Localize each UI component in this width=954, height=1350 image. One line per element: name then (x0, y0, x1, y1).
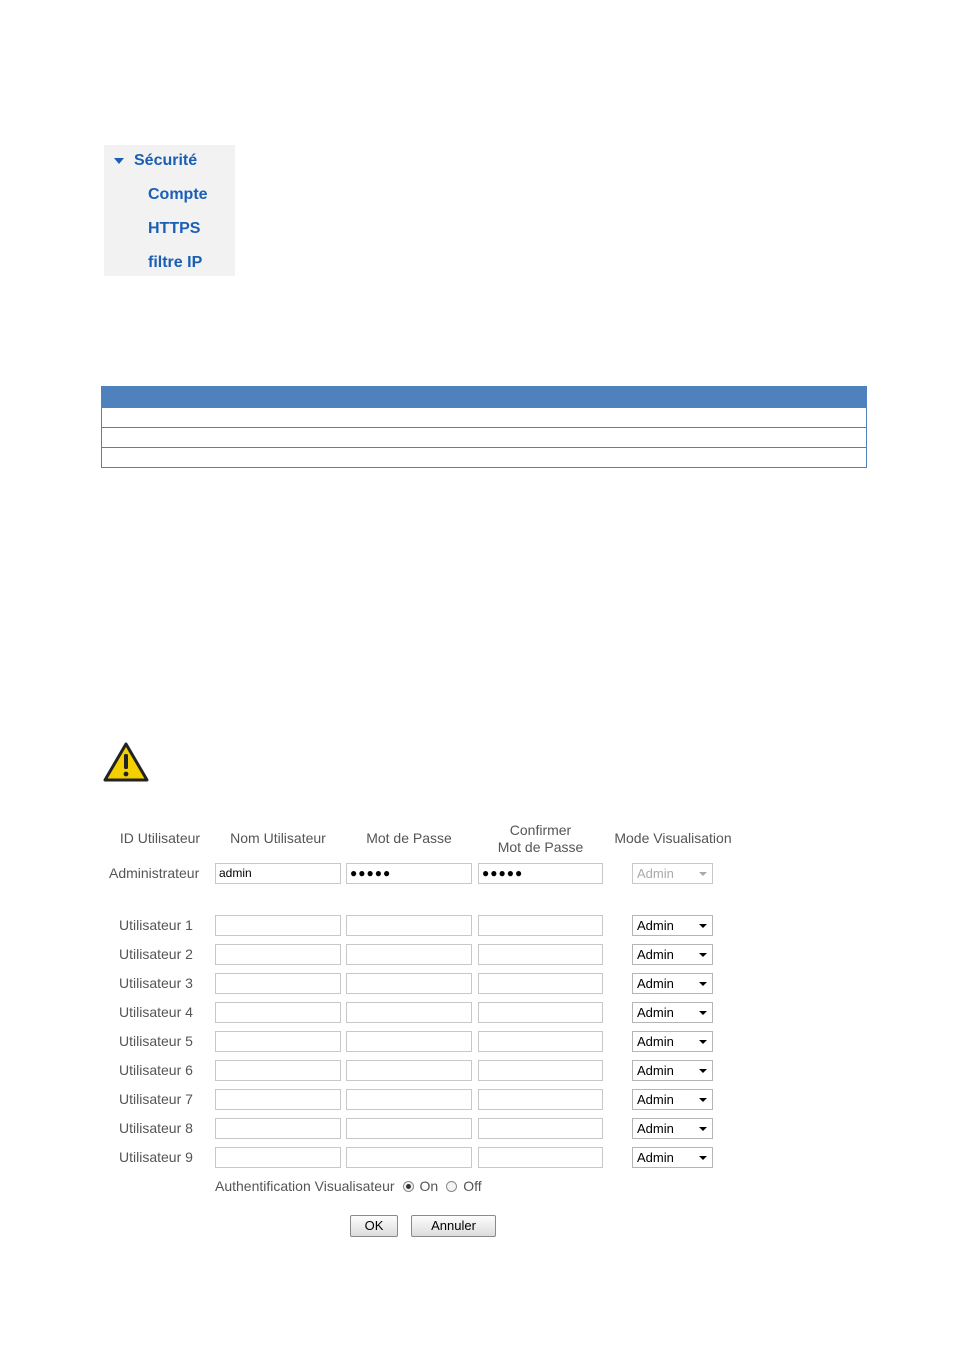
chevron-down-icon[interactable] (699, 1011, 707, 1015)
user-name-input[interactable] (215, 1002, 341, 1023)
user-mode-value: Admin (637, 1092, 674, 1107)
user-mode-select[interactable] (632, 1060, 713, 1081)
blue-table (101, 386, 867, 468)
user-mode-value: Admin (637, 1034, 674, 1049)
header-confirm-password (478, 822, 603, 856)
user-password-input[interactable] (346, 1031, 472, 1052)
chevron-down-icon[interactable] (699, 924, 707, 928)
user-name-input[interactable] (215, 1147, 341, 1168)
chevron-down-icon[interactable] (699, 982, 707, 986)
user-password-input[interactable] (346, 1147, 472, 1168)
admin-password-input[interactable]: ●●●●● (346, 863, 472, 884)
nav-parent-label: Sécurité (134, 152, 198, 169)
table-row (102, 407, 866, 427)
chevron-down-icon[interactable] (699, 1040, 707, 1044)
user-confirm-input[interactable] (478, 1118, 603, 1139)
auth-on-label: On (419, 1178, 439, 1194)
user-confirm-input[interactable] (478, 915, 603, 936)
user-mode-value: Admin (637, 1150, 674, 1165)
row-label-user: Utilisateur 1 (119, 917, 193, 933)
user-name-input[interactable] (215, 1089, 341, 1110)
user-mode-value: Admin (637, 1005, 674, 1020)
user-mode-value: Admin (637, 1121, 674, 1136)
user-mode-select[interactable] (632, 973, 713, 994)
user-name-input[interactable] (215, 973, 341, 994)
user-name-input[interactable] (215, 915, 341, 936)
row-label-user: Utilisateur 4 (119, 1004, 193, 1020)
header-user-name: Nom Utilisateur (230, 830, 326, 846)
row-label-user: Utilisateur 9 (119, 1149, 193, 1165)
user-mode-select[interactable] (632, 1002, 713, 1023)
row-label-user: Utilisateur 6 (119, 1062, 193, 1078)
chevron-down-icon[interactable] (699, 953, 707, 957)
nav-item-https[interactable]: HTTPS (148, 220, 201, 237)
user-mode-select[interactable] (632, 1031, 713, 1052)
ok-button[interactable]: OK (350, 1215, 398, 1237)
user-password-input[interactable] (346, 1118, 472, 1139)
user-password-input[interactable] (346, 915, 472, 936)
security-nav-tree (104, 145, 235, 276)
header-user-id: ID Utilisateur (119, 830, 201, 846)
row-label-admin: Administrateur (109, 865, 200, 881)
user-password-input[interactable] (346, 973, 472, 994)
admin-mode-value: Admin (637, 866, 674, 881)
user-mode-select[interactable] (632, 944, 713, 965)
user-confirm-input[interactable] (478, 944, 603, 965)
user-name-input[interactable] (215, 944, 341, 965)
user-name-input[interactable] (215, 1031, 341, 1052)
header-view-mode: Mode Visualisation (614, 830, 732, 846)
row-label-user: Utilisateur 8 (119, 1120, 193, 1136)
auth-on-radio[interactable] (403, 1181, 414, 1192)
nav-item-account[interactable]: Compte (148, 186, 208, 203)
cancel-button[interactable]: Annuler (411, 1215, 496, 1237)
warning-icon (103, 742, 149, 782)
admin-name-input[interactable]: admin (215, 863, 341, 884)
user-mode-select[interactable] (632, 1147, 713, 1168)
user-name-input[interactable] (215, 1060, 341, 1081)
admin-confirm-input[interactable]: ●●●●● (478, 863, 603, 884)
user-password-input[interactable] (346, 1002, 472, 1023)
user-confirm-input[interactable] (478, 973, 603, 994)
header-password: Mot de Passe (366, 830, 452, 846)
nav-parent-security[interactable] (114, 151, 197, 171)
row-label-user: Utilisateur 7 (119, 1091, 193, 1107)
user-password-input[interactable] (346, 1060, 472, 1081)
user-mode-value: Admin (637, 947, 674, 962)
user-mode-value: Admin (637, 1063, 674, 1078)
row-label-user: Utilisateur 5 (119, 1033, 193, 1049)
chevron-down-icon[interactable] (699, 1098, 707, 1102)
user-password-input[interactable] (346, 944, 472, 965)
user-password-input[interactable] (346, 1089, 472, 1110)
user-mode-value: Admin (637, 976, 674, 991)
caret-down-icon[interactable] (114, 158, 124, 164)
row-label-user: Utilisateur 3 (119, 975, 193, 991)
user-name-input[interactable] (215, 1118, 341, 1139)
table-row (102, 427, 866, 447)
table-header (102, 387, 866, 407)
user-confirm-input[interactable] (478, 1089, 603, 1110)
viewer-auth-group (215, 1177, 482, 1195)
user-confirm-input[interactable] (478, 1147, 603, 1168)
chevron-down-icon[interactable] (699, 1069, 707, 1073)
user-mode-select[interactable] (632, 915, 713, 936)
user-mode-select[interactable] (632, 1089, 713, 1110)
user-mode-value: Admin (637, 918, 674, 933)
header-confirm-line1: Confirmer (509, 822, 572, 838)
chevron-down-icon[interactable] (699, 1127, 707, 1131)
user-confirm-input[interactable] (478, 1002, 603, 1023)
user-confirm-input[interactable] (478, 1060, 603, 1081)
auth-off-label: Off (463, 1178, 482, 1194)
nav-item-ip-filter[interactable]: filtre IP (148, 254, 203, 271)
header-confirm-line2: Mot de Passe (497, 839, 584, 855)
table-row (102, 447, 866, 467)
user-confirm-input[interactable] (478, 1031, 603, 1052)
user-mode-select[interactable] (632, 1118, 713, 1139)
row-label-user: Utilisateur 2 (119, 946, 193, 962)
chevron-down-icon (699, 872, 707, 876)
viewer-auth-label: Authentification Visualisateur (215, 1178, 395, 1194)
admin-mode-select (632, 863, 713, 884)
chevron-down-icon[interactable] (699, 1156, 707, 1160)
auth-off-radio[interactable] (446, 1181, 457, 1192)
